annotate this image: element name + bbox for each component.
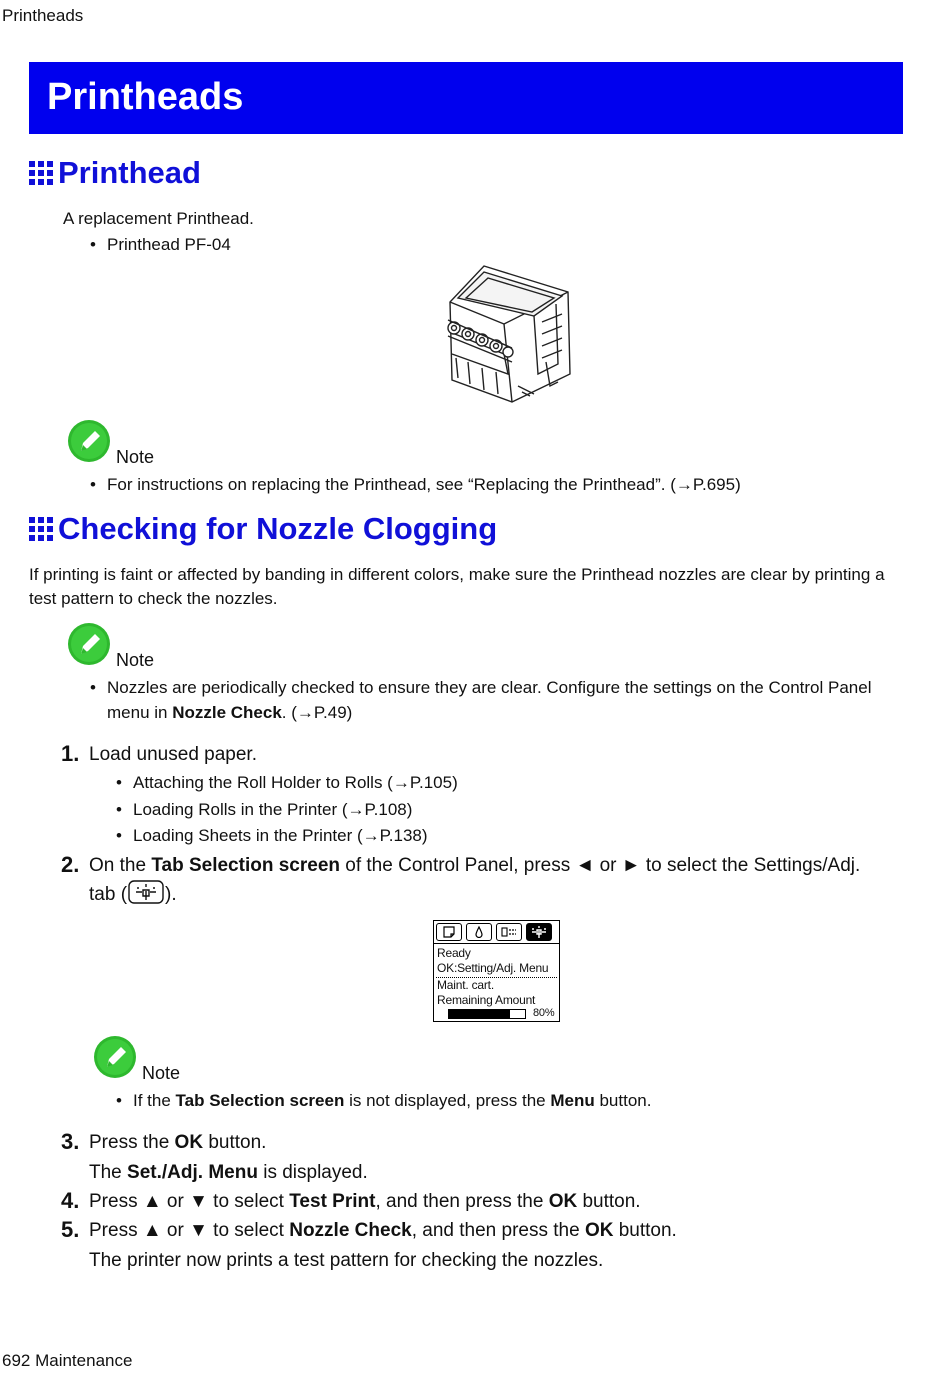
paper-tab-icon: [436, 923, 462, 941]
lcd-level-bar: [448, 1009, 526, 1019]
running-header: Printheads: [2, 6, 84, 25]
page-footer: 692 Maintenance: [2, 1351, 133, 1370]
lcd-maint-label: Maint. cart.: [437, 978, 494, 992]
step-number: 5.: [61, 1217, 80, 1242]
section-heading-text: Checking for Nozzle Clogging: [58, 511, 498, 546]
step-number: 1.: [61, 741, 80, 766]
list-item-text: Printhead PF-04: [107, 235, 231, 254]
lcd-status: Ready: [437, 946, 471, 960]
section-heading-text: Printhead: [58, 155, 201, 190]
settings-adj-tab-icon: [526, 923, 552, 941]
link-item[interactable]: • Loading Rolls in the Printer (→P.108): [116, 800, 413, 819]
banner-title: Printheads: [47, 76, 244, 118]
grid-icon: [29, 161, 53, 185]
nozzle-intro-line1: If printing is faint or affected by banding in different colors, make sure the Printhead nozzles are clear by printing a: [29, 565, 885, 584]
step-number: 4.: [61, 1188, 80, 1213]
note-pencil-icon: [67, 419, 111, 463]
note-label: Note: [116, 650, 155, 670]
step-text-cont: tab ( ).: [89, 880, 177, 909]
control-panel-lcd: [433, 920, 560, 1022]
job-tab-icon: [496, 923, 522, 941]
note-item: • For instructions on replacing the Printhead, see “Replacing the Printhead”. (→P.695): [90, 475, 741, 494]
grid-icon: [29, 517, 53, 541]
printhead-illustration: [438, 262, 578, 408]
lcd-remaining-label: Remaining Amount: [437, 993, 536, 1007]
lcd-level-fill: [449, 1010, 510, 1018]
step-number: 2.: [61, 852, 80, 877]
step-subtext: The Set./Adj. Menu is displayed.: [89, 1162, 368, 1183]
note-item-cont: menu in Nozzle Check. (→P.49): [107, 703, 353, 722]
note-item: • Nozzles are periodically checked to ensure they are clear. Configure the settings on the Control Panel: [90, 678, 872, 697]
note-text: For instructions on replacing the Printhead, see “Replacing the Printhead”. (→P.695): [107, 475, 741, 494]
note-text: Nozzles are periodically checked to ensure they are clear. Configure the settings on the Control Panel: [107, 678, 872, 697]
step-text: Press ▲ or ▼ to select Test Print, and then press the OK button.: [89, 1191, 641, 1212]
list-item: • Printhead PF-04: [90, 235, 231, 254]
step-text: On the Tab Selection screen of the Control Panel, press ◄ or ► to select the Settings/Adj.: [89, 855, 861, 876]
settings-adj-tab-icon: [128, 880, 164, 904]
step-text: Press the OK button.: [89, 1132, 267, 1153]
section-heading-nozzle: [29, 511, 497, 547]
note-pencil-icon: [93, 1035, 137, 1079]
step-subtext: The printer now prints a test pattern for checking the nozzles.: [89, 1250, 604, 1271]
printhead-intro: A replacement Printhead.: [63, 209, 254, 228]
chapter-banner: [29, 62, 903, 134]
link-item[interactable]: • Loading Sheets in the Printer (→P.138): [116, 826, 428, 845]
ink-tab-icon: [466, 923, 492, 941]
note-item: • If the Tab Selection screen is not displayed, press the Menu button.: [116, 1091, 652, 1110]
link-item[interactable]: • Attaching the Roll Holder to Rolls (→P.105): [116, 773, 458, 792]
note-label: Note: [142, 1063, 181, 1083]
lcd-hint: OK:Setting/Adj. Menu: [437, 961, 549, 975]
step-text: Press ▲ or ▼ to select Nozzle Check, and then press the OK button.: [89, 1220, 677, 1241]
step-number: 3.: [61, 1129, 80, 1154]
nozzle-check-link: Nozzle Check: [172, 703, 282, 722]
note-pencil-icon: [67, 622, 111, 666]
note-label: Note: [116, 447, 155, 467]
section-heading-printhead: [29, 155, 201, 191]
lcd-percent: 80%: [533, 1007, 555, 1019]
nozzle-intro-line2: test pattern to check the nozzles.: [29, 589, 278, 608]
step-text: Load unused paper.: [89, 744, 257, 765]
lcd-tab-bar: [434, 921, 559, 944]
